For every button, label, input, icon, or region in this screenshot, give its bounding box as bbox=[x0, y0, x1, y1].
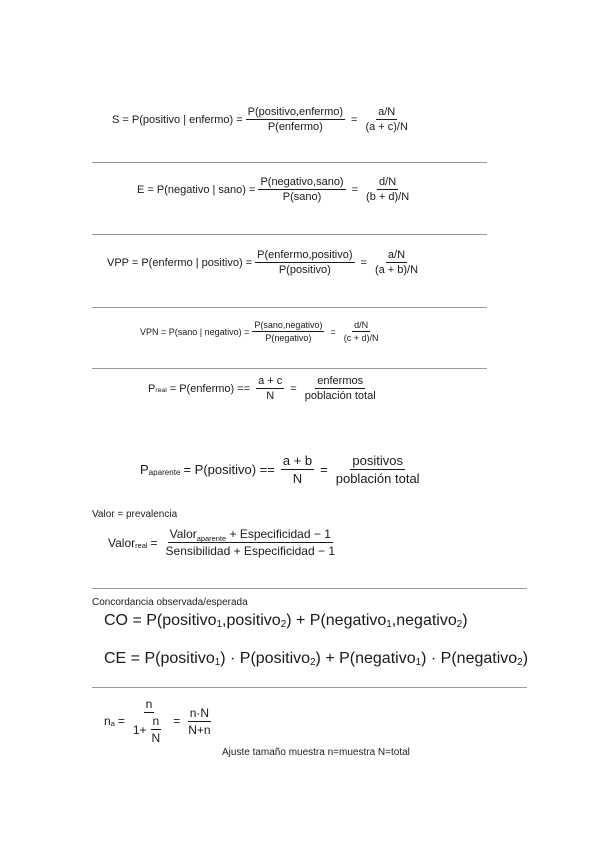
p-aparente-fraction-2 bbox=[334, 453, 422, 486]
vpp-fraction-2 bbox=[373, 249, 420, 276]
vpn-fraction-2 bbox=[342, 320, 381, 343]
sensitivity-equals: = bbox=[351, 113, 358, 126]
co-sub-3: 1 bbox=[386, 618, 392, 630]
sensitivity-frac1-denominator: P(enfermo) bbox=[267, 121, 323, 133]
sample-fraction-1 bbox=[131, 697, 167, 745]
specificity-lhs: E = P(negativo | sano) = bbox=[137, 183, 256, 196]
ce-part-1: CE = P(positivo bbox=[104, 650, 215, 667]
vpn-frac2-denominator: (c + d)/N bbox=[343, 333, 379, 343]
ce-sub-3: 1 bbox=[415, 656, 422, 668]
p-real-frac1-numerator: a + c bbox=[258, 375, 283, 387]
sample-inner-numerator: n bbox=[152, 714, 160, 728]
divider-5 bbox=[92, 588, 527, 589]
vpn-frac2-numerator: d/N bbox=[354, 320, 369, 330]
p-real-equals: = bbox=[290, 382, 297, 395]
p-real-frac1-denominator: N bbox=[266, 390, 275, 402]
valor-real-num-subscript: aparente bbox=[196, 533, 227, 543]
valor-real-num-rest: + Especificidad − 1 bbox=[229, 527, 331, 541]
ce-sub-4: 2 bbox=[517, 656, 523, 668]
vpp-frac1-denominator: P(positivo) bbox=[278, 264, 331, 276]
co-sub-2: 2 bbox=[280, 618, 287, 630]
sample-note: Ajuste tamaño muestra n=muestra N=total bbox=[222, 747, 410, 758]
sensitivity-frac2-numerator: a/N bbox=[378, 106, 396, 118]
vpn-equals: = bbox=[330, 326, 336, 337]
p-aparente-subscript: aparente bbox=[148, 467, 181, 477]
specificity-fraction-1 bbox=[258, 176, 345, 203]
ce-formula bbox=[104, 650, 528, 668]
valor-real-lhs: Valor bbox=[108, 535, 136, 550]
p-real-symbol: P bbox=[148, 382, 156, 395]
co-part-5: ) bbox=[462, 612, 468, 629]
sample-subscript: a bbox=[110, 719, 115, 729]
valor-real-num-main: Valor bbox=[169, 527, 197, 541]
vpn-formula bbox=[140, 320, 383, 343]
valor-real-numerator bbox=[168, 527, 333, 543]
p-aparente-frac1-denominator: N bbox=[292, 471, 303, 486]
ce-part-4: ) · P(negativo bbox=[421, 650, 518, 667]
co-formula bbox=[104, 612, 468, 630]
vpp-frac1-numerator: P(enfermo,positivo) bbox=[257, 249, 353, 261]
valor-real-fraction bbox=[164, 527, 337, 558]
sensitivity-lhs: S = P(positivo | enfermo) = bbox=[112, 113, 243, 126]
vpn-fraction-1 bbox=[252, 320, 324, 343]
sample-frac1-numerator: n bbox=[145, 697, 153, 711]
p-real-fraction-2 bbox=[303, 375, 378, 402]
valor-real-formula bbox=[108, 527, 340, 558]
divider-3 bbox=[92, 307, 487, 308]
co-sub-4: 2 bbox=[456, 618, 463, 630]
specificity-frac1-numerator: P(negativo,sano) bbox=[260, 176, 344, 188]
sample-den-prefix: 1+ bbox=[132, 722, 147, 737]
sample-lhs: n bbox=[104, 714, 111, 728]
valor-real-equals: = bbox=[150, 535, 158, 550]
specificity-frac1-denominator: P(sano) bbox=[282, 191, 322, 203]
p-real-formula bbox=[148, 375, 381, 402]
sample-formula bbox=[104, 697, 216, 745]
specificity-fraction-2 bbox=[364, 176, 411, 203]
co-part-2: ,positivo bbox=[222, 612, 281, 629]
sample-equals: = bbox=[117, 714, 125, 728]
concordance-label: Concordancia observada/esperada bbox=[92, 597, 248, 608]
divider-2 bbox=[92, 234, 487, 235]
vpp-lhs: VPP = P(enfermo | positivo) = bbox=[107, 256, 253, 269]
p-aparente-fraction-1 bbox=[281, 453, 314, 486]
co-part-3: ) + P(negativo bbox=[286, 612, 387, 629]
sensitivity-formula bbox=[112, 106, 413, 133]
p-real-subscript: real bbox=[155, 387, 167, 395]
divider-4 bbox=[92, 368, 487, 369]
vpn-frac1-numerator: P(sano,negativo) bbox=[254, 320, 323, 330]
specificity-equals: = bbox=[351, 183, 359, 196]
vpn-frac1-denominator: P(negativo) bbox=[265, 333, 312, 343]
p-real-fraction-1 bbox=[256, 375, 284, 402]
sample-frac2-numerator: n·N bbox=[189, 705, 210, 720]
p-real-frac2-denominator: población total bbox=[304, 390, 376, 402]
ce-sub-1: 1 bbox=[214, 656, 221, 668]
vpn-lhs: VPN = P(sano | negativo) = bbox=[140, 326, 250, 337]
valor-real-subscript: real bbox=[135, 540, 148, 550]
ce-part-5: ) bbox=[522, 650, 529, 667]
sensitivity-fraction-1 bbox=[246, 106, 345, 133]
sensitivity-frac2-denominator: (a + c)/N bbox=[365, 121, 408, 133]
sensitivity-frac1-numerator: P(positivo,enfermo) bbox=[247, 106, 344, 118]
vpp-formula bbox=[107, 249, 423, 276]
sample-equals-2: = bbox=[173, 714, 181, 728]
p-aparente-formula bbox=[140, 453, 425, 486]
ce-part-3: ) + P(negativo bbox=[315, 650, 416, 667]
p-aparente-symbol: P bbox=[140, 462, 149, 477]
p-aparente-frac1-numerator: a + b bbox=[282, 453, 313, 468]
sample-inner-fraction bbox=[150, 714, 163, 745]
ce-part-2: ) · P(positivo bbox=[220, 650, 311, 667]
sample-inner-denominator: N bbox=[151, 731, 161, 745]
vpp-equals: = bbox=[360, 256, 367, 269]
vpp-frac2-numerator: a/N bbox=[387, 249, 406, 261]
p-aparente-frac2-numerator: positivos bbox=[352, 453, 403, 468]
sample-fraction-2 bbox=[186, 706, 212, 737]
sample-frac2-denominator: N+n bbox=[188, 722, 211, 737]
vpp-fraction-1 bbox=[255, 249, 354, 276]
sample-frac1-denominator bbox=[131, 713, 167, 745]
p-aparente-frac2-denominator: población total bbox=[335, 471, 420, 486]
sensitivity-fraction-2 bbox=[363, 106, 409, 133]
divider-6 bbox=[92, 687, 527, 688]
co-part-4: ,negativo bbox=[391, 612, 457, 629]
ce-sub-2: 2 bbox=[310, 656, 316, 668]
valor-real-denominator: Sensibilidad + Especificidad − 1 bbox=[165, 544, 335, 558]
specificity-formula bbox=[137, 176, 414, 203]
divider-1 bbox=[92, 162, 487, 163]
co-sub-1: 1 bbox=[216, 618, 222, 630]
specificity-frac2-numerator: d/N bbox=[379, 176, 397, 188]
p-real-frac2-numerator: enfermos bbox=[317, 375, 364, 387]
p-aparente-equals: = bbox=[320, 462, 328, 477]
vpp-frac2-denominator: (a + b)/N bbox=[374, 264, 419, 276]
prevalence-label: Valor = prevalencia bbox=[92, 509, 178, 520]
specificity-frac2-denominator: (b + d)/N bbox=[366, 191, 410, 203]
p-aparente-middle: = P(positivo) == bbox=[183, 462, 275, 477]
co-part-1: CO = P(positivo bbox=[104, 612, 217, 629]
p-real-middle: = P(enfermo) == bbox=[169, 382, 251, 395]
